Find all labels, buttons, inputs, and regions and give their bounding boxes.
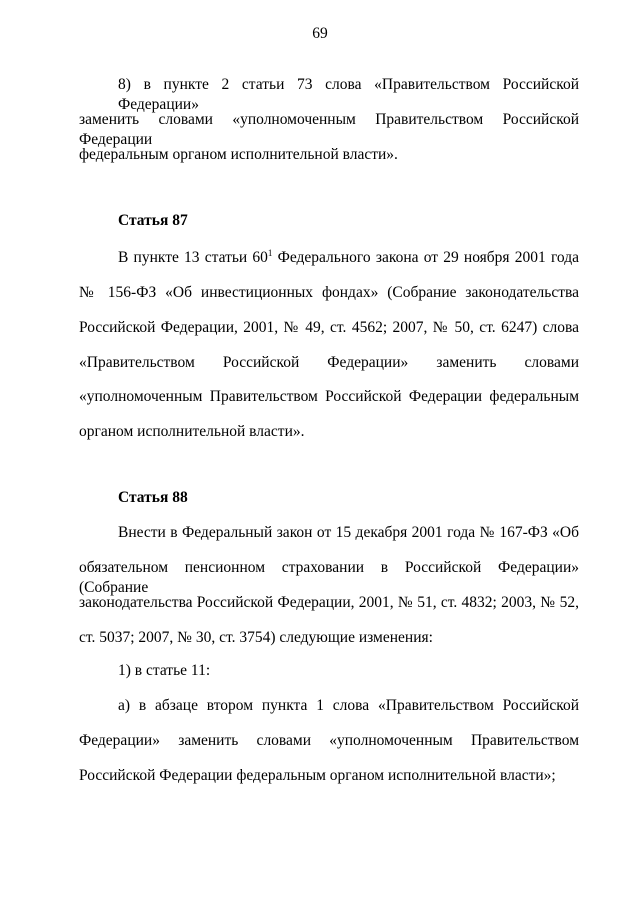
superscript: 1	[267, 248, 273, 258]
paragraph-line: органом исполнительной власти».	[79, 423, 305, 440]
article-87-heading: Статья 87	[118, 212, 188, 229]
paragraph-line: Российской Федерации федеральным органом исполнительной власти»;	[79, 767, 556, 784]
article-88-heading: Статья 88	[118, 489, 188, 506]
paragraph-line: Российской Федерации, 2001, № 49, ст. 4562; 2007, № 50, ст. 6247) слова	[79, 319, 579, 336]
paragraph-line: обязательном пенсионном страховании в Российской Федерации» (Собрание	[79, 559, 579, 596]
page-number: 69	[312, 25, 328, 42]
paragraph-line: «Правительством Российской Федерации» заменить словами	[79, 354, 579, 371]
paragraph-line: Внести в Федеральный закон от 15 декабря 2001 года № 167-ФЗ «Об	[118, 524, 579, 541]
paragraph-line: заменить словами «уполномоченным Правительством Российской Федерации	[79, 111, 579, 148]
paragraph-line: а) в абзаце втором пункта 1 слова «Правительством Российской	[118, 697, 579, 714]
paragraph-line: Федерации» заменить словами «уполномоченным Правительством	[79, 732, 579, 749]
paragraph-line: федеральным органом исполнительной власти».	[79, 146, 398, 163]
paragraph-line: ст. 5037; 2007, № 30, ст. 3754) следующие изменения:	[79, 629, 433, 646]
list-item: 1) в статье 11:	[118, 662, 211, 679]
paragraph-line: В пункте 13 статьи $60^1$ Федерального закона от 29 ноября 2001 года	[118, 248, 579, 266]
paragraph-line: 8) в пункте 2 статьи 73 слова «Правительством Российской Федерации»	[118, 76, 579, 113]
paragraph-line: «уполномоченным Правительством Российской Федерации федеральным	[79, 388, 579, 405]
paragraph-line: № 156-ФЗ «Об инвестиционных фондах» (Собрание законодательства	[79, 284, 579, 301]
paragraph-line: законодательства Российской Федерации, 2001, № 51, ст. 4832; 2003, № 52,	[79, 594, 579, 611]
